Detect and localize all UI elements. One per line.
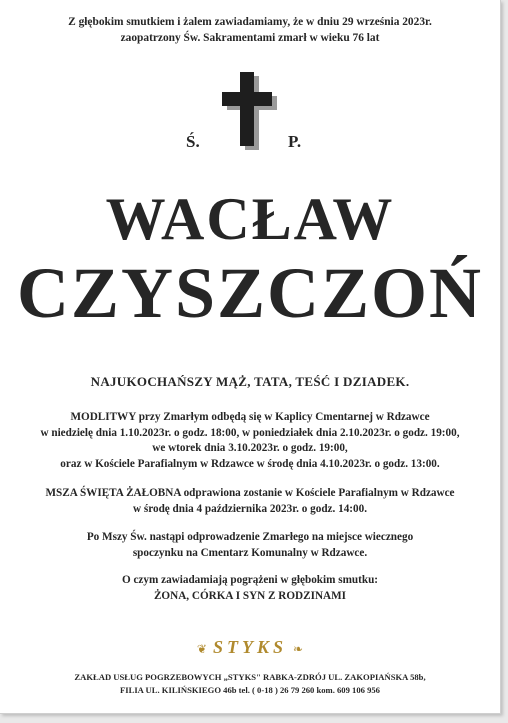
prayers-line-2: w niedzielę dnia 1.10.2023r. o godz. 18:00, w poniedziałek dnia 2.10.2023r. o godz. 19:00, <box>40 426 460 439</box>
prayers-line-4: oraz w Kościele Parafialnym w Rdzawce w środę dnia 4.10.2023r. o godz. 13:00. <box>60 457 440 470</box>
p-letter: P. <box>288 132 302 151</box>
last-name: CZYSZCZOŃ <box>16 253 484 333</box>
burial-line-1: Po Mszy Św. nastąpi odprowadzenie Zmarłego na miejsce wiecznego <box>86 531 414 543</box>
burial-line-2: spoczynku na Cmentarz Komunalny w Rdzawce. <box>132 546 368 559</box>
intro-text <box>0 14 500 46</box>
footer-line-2: FILIA UL. KILIŃSKIEGO 46b tel. ( 0-18 ) 26 79 260 kom. 609 106 956 <box>120 685 380 695</box>
family-line: NAJUKOCHAŃSZY MĄŻ, TATA, TEŚĆ I DZIADEK. <box>90 374 410 389</box>
prayers-line-3: we wtorek dnia 3.10.2023r. o godz. 19:00, <box>152 442 348 454</box>
closing-line-2: ŻONA, CÓRKA I SYN Z RODZINAMI <box>153 589 347 602</box>
mass-section <box>0 486 500 517</box>
burial-section <box>0 530 500 561</box>
intro-line-1: Z głębokim smutkiem i żalem zawiadamiamy, że w dniu 29 września 2023r. <box>68 16 432 28</box>
ornament-icon: ❦ <box>196 641 207 656</box>
prayers-line-1: MODLITWY przy Zmarłym odbędą się w Kaplicy Cmentarnej w Rdzawce <box>70 411 430 423</box>
prayers-section <box>0 410 500 472</box>
cross-header <box>0 72 500 152</box>
mass-line-2: w środę dnia 4 października 2023r. o godz. 14:00. <box>132 502 368 515</box>
logo-text: STYKS <box>212 637 288 657</box>
mass-line-1: MSZA ŚWIĘTA ŻAŁOBNA odprawiona zostanie w Kościele Parafialnym w Rdzawce <box>45 487 455 499</box>
cross-icon <box>218 72 278 150</box>
s-letter: Ś. <box>186 132 200 151</box>
ornament-icon: ❧ <box>293 641 304 656</box>
intro-line-2: zaopatrzony Św. Sakramentami zmarł w wieku 76 lat <box>120 32 380 44</box>
closing-line-1: O czym zawiadamiają pogrążeni w głębokim smutku: <box>121 574 379 586</box>
styks-logo <box>0 637 500 663</box>
closing-section <box>0 573 500 604</box>
first-name: WACŁAW <box>105 186 395 252</box>
footer-line-1: ZAKŁAD USŁUG POGRZEBOWYCH „STYKS" RABKA-ZDRÓJ UL. ZAKOPIAŃSKA 58b, <box>74 672 426 682</box>
footer <box>0 671 500 697</box>
